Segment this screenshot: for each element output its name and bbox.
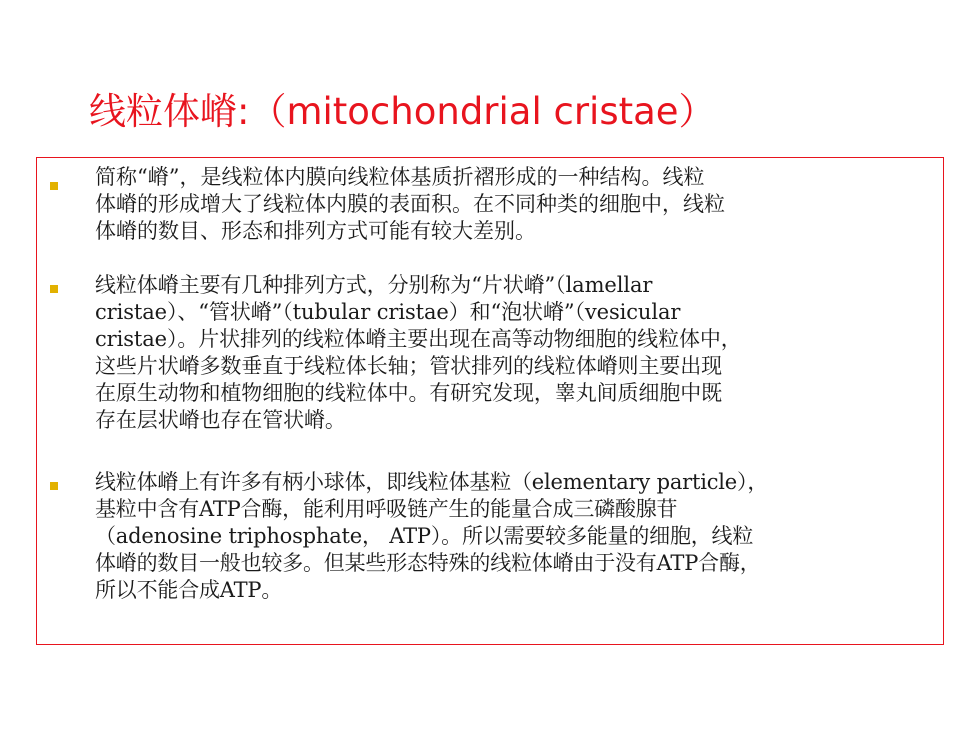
square-bullet-icon	[50, 482, 58, 490]
text-line: 存在层状嵴也存在管状嵴。	[95, 408, 346, 432]
bullet-text	[95, 469, 947, 604]
text-line: 线粒体嵴上有许多有柄小球体，即线粒体基粒（elementary particle），	[95, 470, 769, 494]
bullet-text	[95, 164, 947, 245]
text-line: 体嵴的数目一般也较多。但某些形态特殊的线粒体嵴由于没有ATP合酶，	[95, 551, 761, 575]
text-line: 在原生动物和植物细胞的线粒体中。有研究发现，睾丸间质细胞中既	[95, 381, 722, 405]
text-line: 所以不能合成ATP。	[95, 578, 283, 602]
text-line: 线粒体嵴主要有几种排列方式，分别称为“片状嵴”（lamellar	[95, 273, 653, 297]
text-line: 这些片状嵴多数垂直于线粒体长轴；管状排列的线粒体嵴则主要出现	[95, 354, 722, 378]
text-line: 简称“嵴”，是线粒体内膜向线粒体基质折褶形成的一种结构。线粒	[95, 165, 705, 189]
text-line: cristae）、“管状嵴”（tubular cristae）和“泡状嵴”（vesicular	[95, 300, 681, 324]
text-line: 体嵴的形成增大了线粒体内膜的表面积。在不同种类的细胞中，线粒	[95, 192, 725, 216]
square-bullet-icon	[50, 182, 58, 190]
text-line: 体嵴的数目、形态和排列方式可能有较大差别。	[95, 219, 536, 243]
square-bullet-icon	[50, 285, 58, 293]
content-box	[36, 157, 944, 645]
slide-title: 线粒体嵴:（mitochondrial cristae）	[89, 90, 716, 133]
text-line: 基粒中含有ATP合酶，能利用呼吸链产生的能量合成三磷酸腺苷	[95, 497, 678, 521]
text-line: cristae）。片状排列的线粒体嵴主要出现在高等动物细胞的线粒体中，	[95, 327, 742, 351]
text-line: （adenosine triphosphate， ATP）。所以需要较多能量的细胞，线粒	[95, 524, 754, 548]
bullet-text	[95, 272, 947, 434]
